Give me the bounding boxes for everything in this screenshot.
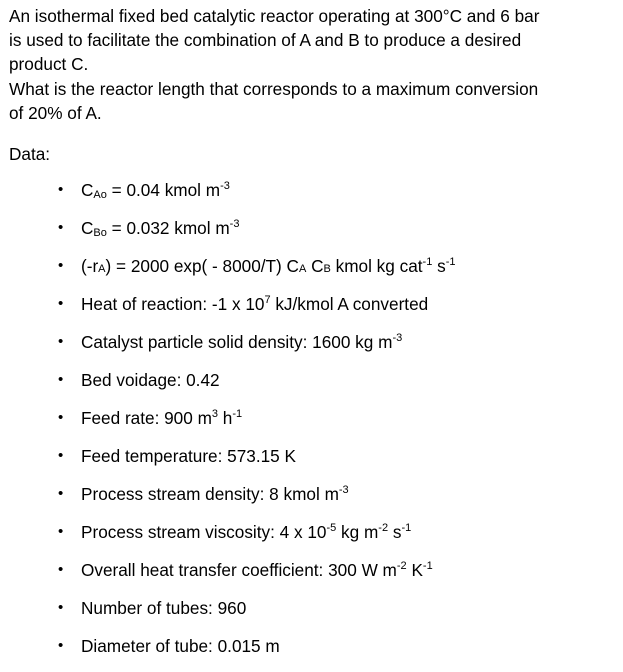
superscript: -3: [392, 332, 403, 344]
value-text: = 0.04 kmol m: [106, 180, 221, 200]
data-item-text: Bed voidage: 0.42: [81, 370, 220, 390]
intro-line: of 20% of A.: [9, 102, 102, 123]
rate-text: s: [432, 256, 446, 276]
value-text: Feed rate: 900 m: [81, 408, 212, 428]
data-item-heat-of-reaction: [0, 292, 623, 330]
superscript: -1: [445, 256, 456, 268]
data-item-text: [81, 558, 433, 582]
data-item-catalyst-density: [0, 330, 623, 368]
data-item-text: [81, 254, 455, 281]
value-text: h: [218, 408, 233, 428]
bullet: •: [58, 295, 64, 312]
data-item-bed-voidage: [0, 368, 623, 406]
superscript: -3: [220, 180, 230, 192]
symbol: C: [81, 180, 94, 200]
data-item-feed-rate: [0, 406, 623, 444]
data-item-text: [81, 520, 411, 544]
intro-line: What is the reactor length that corresponds to a maximum conversion: [9, 78, 539, 99]
rate-text: C: [306, 256, 324, 276]
superscript: -3: [229, 218, 240, 230]
superscript: -5: [326, 522, 337, 534]
bullet: •: [58, 637, 64, 654]
rate-text: ) = 2000 exp( - 8000/T) C: [105, 256, 299, 276]
bullet: •: [58, 409, 64, 426]
data-item-text: Diameter of tube: 0.015 m: [81, 636, 280, 656]
value-text: Catalyst particle solid density: 1600 kg m: [81, 332, 393, 352]
value-text: K: [406, 560, 423, 580]
bullet: •: [58, 219, 64, 236]
data-item-heat-transfer-coefficient: [0, 558, 623, 596]
problem-statement: [9, 4, 614, 125]
bullet: •: [58, 561, 64, 578]
superscript: -3: [338, 484, 349, 496]
bullet: •: [58, 447, 64, 464]
bullet: •: [58, 599, 64, 616]
data-item-text: [81, 482, 349, 506]
bullet: •: [58, 333, 64, 350]
data-item-cao: [0, 178, 623, 216]
superscript: 3: [211, 408, 219, 420]
small-cap: A: [98, 263, 106, 275]
superscript: -1: [401, 522, 412, 534]
data-item-text: [81, 292, 428, 316]
value-text: Process stream viscosity: 4 x 10: [81, 522, 327, 542]
value-text: s: [388, 522, 402, 542]
rate-text: kmol kg cat: [330, 256, 423, 276]
subscript: Ao: [93, 189, 107, 201]
bullet: •: [58, 257, 64, 274]
data-item-rate-law: [0, 254, 623, 292]
value-text: kg m: [336, 522, 379, 542]
value-text: kJ/kmol A converted: [270, 294, 429, 314]
superscript: -1: [422, 560, 433, 572]
bullet: •: [58, 523, 64, 540]
data-item-tube-diameter: [0, 634, 623, 672]
superscript: -2: [378, 522, 389, 534]
bullet: •: [58, 485, 64, 502]
value-text: Overall heat transfer coefficient: 300 W m: [81, 560, 397, 580]
value-text: = 0.032 kmol m: [106, 218, 230, 238]
small-cap: B: [323, 263, 331, 275]
data-item-number-of-tubes: [0, 596, 623, 634]
subscript: Bo: [93, 227, 107, 239]
value-text: Process stream density: 8 kmol m: [81, 484, 339, 504]
intro-line: product C.: [9, 54, 89, 75]
superscript: -1: [422, 256, 433, 268]
intro-line: An isothermal fixed bed catalytic reactor operating at 300°C and 6 bar: [9, 6, 540, 26]
data-item-stream-density: [0, 482, 623, 520]
small-cap: A: [298, 263, 307, 275]
bullet: •: [58, 181, 64, 198]
superscript: -2: [396, 560, 407, 572]
intro-line: is used to facilitate the combination of A and B to produce a desired: [9, 30, 522, 51]
data-item-text: [81, 178, 230, 202]
data-item-text: [81, 216, 239, 240]
symbol: C: [81, 218, 94, 238]
data-item-text: [81, 330, 402, 354]
value-text: Heat of reaction: -1 x 10: [81, 294, 265, 314]
data-list: [0, 178, 623, 672]
data-heading: Data:: [9, 144, 51, 164]
superscript: 7: [264, 294, 271, 306]
data-item-cbo: [0, 216, 623, 254]
data-item-stream-viscosity: [0, 520, 623, 558]
data-item-text: Number of tubes: 960: [81, 598, 247, 618]
data-item-feed-temperature: [0, 444, 623, 482]
data-item-text: [81, 406, 242, 430]
bullet: •: [58, 371, 64, 388]
superscript: -1: [232, 408, 243, 420]
data-item-text: Feed temperature: 573.15 K: [81, 446, 296, 466]
rate-text: (-r: [81, 256, 99, 276]
